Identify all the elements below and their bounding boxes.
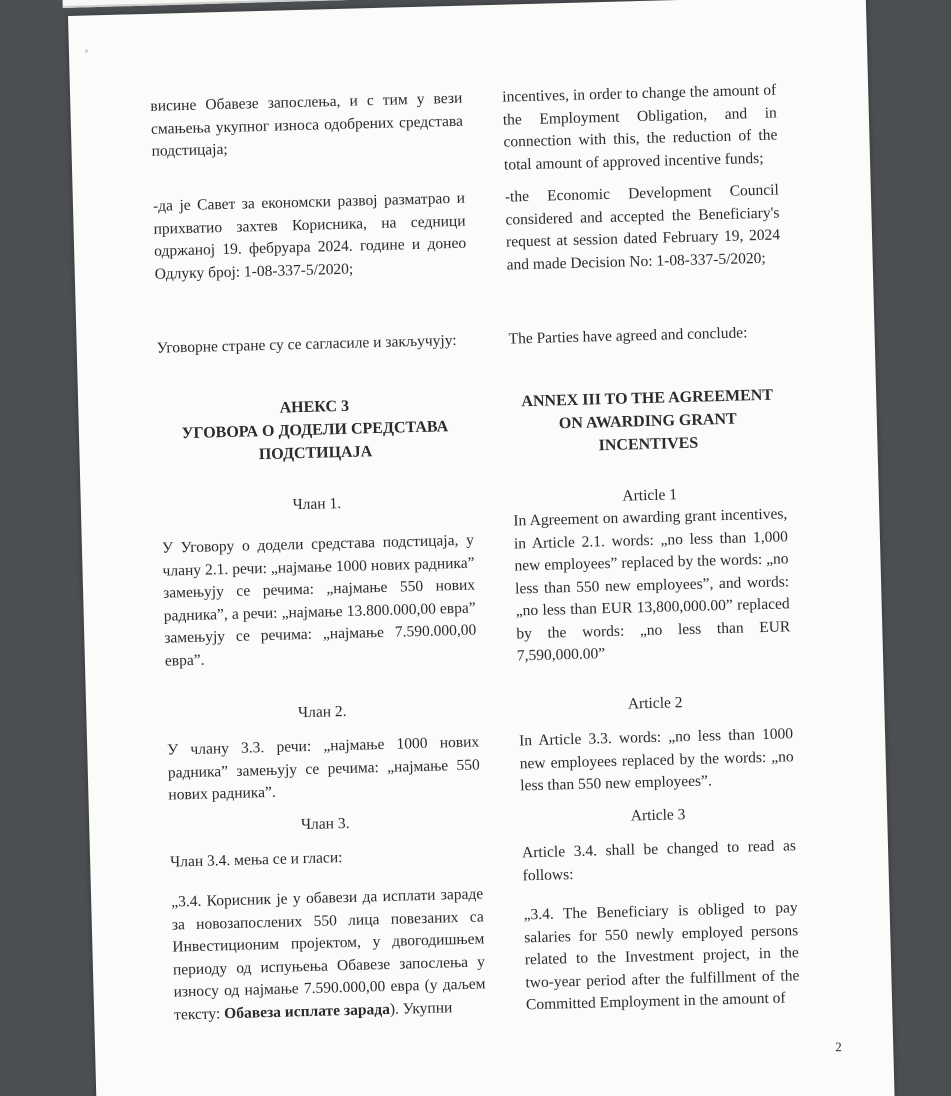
serbian-annex-title-line1: АНЕКС 3 bbox=[279, 397, 350, 417]
serbian-annex-title bbox=[158, 392, 472, 469]
document-page bbox=[68, 0, 895, 1096]
english-column bbox=[500, 0, 800, 1014]
english-article-1-heading: Article 1 bbox=[622, 486, 678, 505]
serbian-annex-title-line2: УГОВОРА О ДОДЕЛИ СРЕДСТАВА ПОДСТИЦАЈА bbox=[181, 418, 449, 464]
serbian-parties-agreed: Уговорне стране су се сагласиле и закључују: bbox=[156, 331, 457, 357]
serbian-article-1-heading: Члан 1. bbox=[292, 495, 342, 514]
serbian-article-2-heading: Члан 2. bbox=[297, 702, 347, 722]
serbian-article-2-text: У члану 3.3. речи: „најмање 1000 нових радника” замењују се речима: „најмање 550 нових радника”. bbox=[167, 733, 480, 804]
serbian-intro-paragraph: висине Обавезе запослења, и с тим у вези смањења укупног износа одобрених средстава подстицаја; bbox=[150, 89, 464, 160]
serbian-article-3-text-a: „3.4. Корисник је у обавези да исплати зараде за новозапослених 550 лица повезаних са Инвестиционим пројектом, у двогодишњем периоду од испуњења Обавезе запослења у износу од најмање 7.590.000,00 евра (у даљем тексту: bbox=[171, 885, 486, 1024]
serbian-article-3-text-b: ). Укупни bbox=[389, 998, 453, 1018]
english-parties-agreed: The Parties have agreed and conclude: bbox=[508, 324, 748, 348]
serbian-council-paragraph: -да је Савет за економски развој разматрао и прихватио захтев Корисника, на седници одржаној 19. фебруара 2024. године и донео Одлуку број: 1-08-337-5/2020; bbox=[152, 189, 467, 283]
serbian-column bbox=[148, 6, 486, 1024]
english-council-paragraph: -the Economic Development Council considered and accepted the Beneficiary's request at session dated February 19, 2024 and made Decision No: 1-08-337-5/2020; bbox=[504, 181, 781, 274]
serbian-article-3-heading: Члан 3. bbox=[300, 814, 350, 834]
serbian-article-3-text bbox=[171, 883, 486, 1026]
english-article-2-text: In Article 3.3. words: „no less than 1000 new employees replaced by the words: „no less than 550 new employees”. bbox=[518, 725, 794, 795]
english-article-3-intro: Article 3.4. shall be changed to read as follows: bbox=[521, 837, 797, 884]
english-annex-title: ANNEX III TO THE AGREEMENT ON AWARDING GRANT INCENTIVES bbox=[521, 386, 774, 455]
english-article-2-heading: Article 2 bbox=[627, 694, 683, 713]
scan-speck bbox=[85, 49, 88, 52]
serbian-article-3-defined-term: Обавеза исплате зарада bbox=[223, 1000, 391, 1022]
page-number: 2 bbox=[835, 1039, 842, 1055]
serbian-article-1-text: У Уговору о додели средстава подстицаја, у члану 2.1. речи: „најмање 1000 нових радника” замењују се речима: „најмање 550 нових радника”, а речи: „најмање 13.800.000,00 евра” замењују се речима: „најмање 7.590.000,00 евра”. bbox=[161, 531, 477, 670]
english-article-1-text: In Agreement on awarding grant incentives, in Article 2.1. words: „no less than 1,000 new employees” replaced by the words: „no less than 550 new employees”, and words: „no less than EUR 13,800,000.00” replaced by the words: „no less than EUR 7,590,000.00” bbox=[513, 505, 791, 665]
english-intro-paragraph: incentives, in order to change the amount of the Employment Obligation, and in connection with this, the reduction of the total amount of approved incentive funds; bbox=[502, 81, 778, 174]
english-article-3-heading: Article 3 bbox=[630, 806, 686, 825]
serbian-article-3-intro: Члан 3.4. мења се и гласи: bbox=[169, 849, 343, 871]
english-article-3-text: „3.4. The Beneficiary is obliged to pay salaries for 550 newly employed persons related to the Investment project, in the two-year period after the fulfillment of the Committed Employment in the amount of bbox=[523, 899, 800, 1014]
